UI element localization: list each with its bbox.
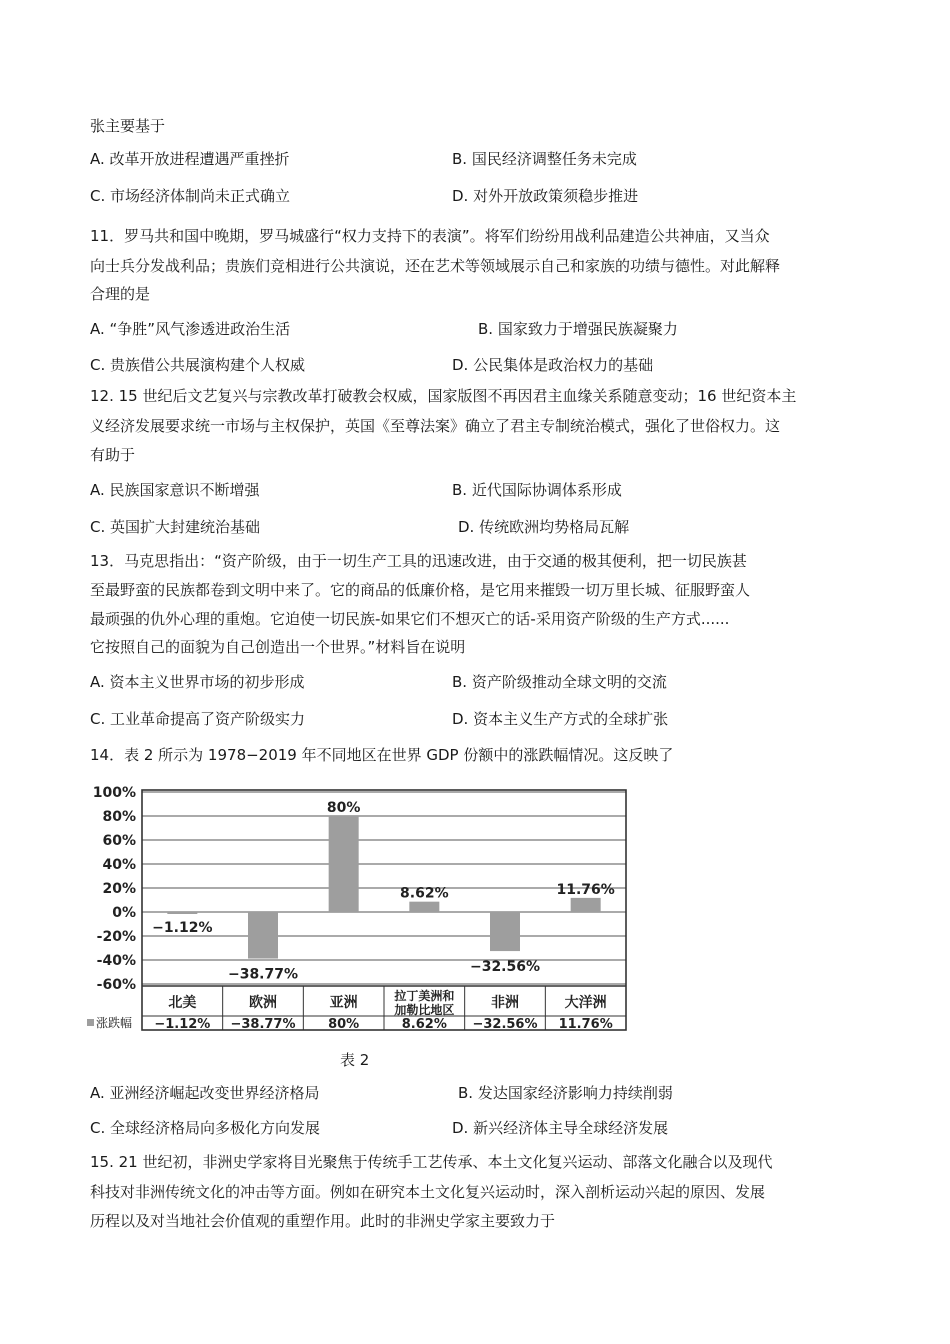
bar (167, 912, 197, 914)
q14-option-b[interactable]: B. 发达国家经济影响力持续削弱 (458, 1084, 673, 1102)
category-label: 亚洲 (329, 995, 358, 1011)
bar (490, 912, 520, 951)
data-label: 8.62% (400, 885, 449, 902)
bar (329, 816, 359, 912)
q11-stem-line-2: 向士兵分发战利品；贵族们竞相进行公共演说，还在艺术等领域展示自己和家族的功绩与德性。对此解释 (90, 257, 781, 275)
q10-option-b[interactable]: B. 国民经济调整任务未完成 (452, 150, 637, 168)
category-label: 欧洲 (249, 995, 277, 1011)
bar (571, 898, 601, 912)
legend-swatch (87, 1019, 94, 1026)
q12-stem-line-2: 义经济发展要求统一市场与主权保护，英国《至尊法案》确立了君主专制统治模式，强化了世俗权力。这 (90, 417, 781, 435)
data-label: 80% (326, 800, 361, 816)
q13-option-b[interactable]: B. 资产阶级推动全球文明的交流 (452, 673, 667, 691)
gdp-share-chart (86, 778, 630, 1034)
q14-stem: 14．表 2 所示为 1978−2019 年不同地区在世界 GDP 份额中的涨跌幅情况。这反映了 (90, 746, 674, 764)
y-tick-label: -20% (96, 929, 136, 945)
q10-option-d[interactable]: D. 对外开放政策须稳步推进 (452, 187, 639, 205)
q14-option-d[interactable]: D. 新兴经济体主导全球经济发展 (452, 1119, 669, 1137)
q11-option-a[interactable]: A. “争胜”风气渗透进政治生活 (90, 320, 291, 338)
legend-label: 涨跌幅 (96, 1016, 133, 1030)
table-value: −32.56% (472, 1017, 538, 1032)
table-value: 11.76% (558, 1017, 613, 1032)
category-label-line: 拉丁美洲和 (394, 989, 455, 1003)
q12-stem-line-3: 有助于 (90, 446, 136, 464)
data-label: −32.56% (469, 959, 541, 976)
y-tick-label: 80% (102, 809, 136, 825)
y-tick-label: 20% (102, 881, 136, 897)
q14-option-c[interactable]: C. 全球经济格局向多极化方向发展 (90, 1119, 321, 1137)
q13-stem-line-3: 最顽强的仇外心理的重炮。它迫使一切民族-如果它们不想灭亡的话-采用资产阶级的生产方式...... (90, 610, 730, 628)
category-label: 大洋洲 (564, 995, 607, 1011)
q15-stem-line-2: 科技对非洲传统文化的冲击等方面。例如在研究本土文化复兴运动时，深入剖析运动兴起的原因、发展 (90, 1183, 766, 1201)
q10-option-c[interactable]: C. 市场经济体制尚未正式确立 (90, 187, 291, 205)
q13-stem-line-1: 13．马克思指出：“资产阶级，由于一切生产工具的迅速改进，由于交通的极其便利，把一切民族甚 (90, 552, 747, 570)
q13-option-c[interactable]: C. 工业革命提高了资产阶级实力 (90, 710, 306, 728)
q13-stem-line-4: 它按照自己的面貌为自己创造出一个世界。”材料旨在说明 (90, 638, 466, 656)
q12-option-c[interactable]: C. 英国扩大封建统治基础 (90, 518, 261, 536)
q13-option-d[interactable]: D. 资本主义生产方式的全球扩张 (452, 710, 669, 728)
y-tick-label: 100% (92, 785, 136, 801)
table-value: 8.62% (401, 1017, 447, 1032)
bar (409, 902, 439, 912)
data-label: −1.12% (152, 920, 213, 936)
bar (248, 912, 278, 959)
q10-option-a[interactable]: A. 改革开放进程遭遇严重挫折 (90, 150, 290, 168)
q14-option-a[interactable]: A. 亚洲经济崛起改变世界经济格局 (90, 1084, 320, 1102)
q15-stem-line-1: 15. 21 世纪初，非洲史学家将目光聚焦于传统手工艺传承、本土文化复兴运动、部落文化融合以及现代 (90, 1153, 773, 1171)
category-label-line: 加勒比地区 (394, 1003, 455, 1017)
q14-table-caption: 表 2 (340, 1051, 370, 1069)
table-value: −38.77% (230, 1017, 296, 1032)
category-label: 非洲 (491, 995, 519, 1011)
q12-stem-line-1: 12. 15 世纪后文艺复兴与宗教改革打破教会权威，国家版图不再因君主血缘关系随意变动；16 世纪资本主 (90, 387, 797, 405)
table-value: −1.12% (154, 1017, 211, 1032)
q11-option-d[interactable]: D. 公民集体是政治权力的基础 (452, 356, 654, 374)
q11-stem-line-1: 11．罗马共和国中晚期，罗马城盛行“权力支持下的表演”。将军们纷纷用战利品建造公共神庙，又当众 (90, 227, 770, 245)
data-label: −38.77% (227, 966, 299, 983)
y-tick-label: 60% (102, 833, 136, 849)
q13-option-a[interactable]: A. 资本主义世界市场的初步形成 (90, 673, 305, 691)
q12-option-d[interactable]: D. 传统欧洲均势格局瓦解 (458, 518, 630, 536)
q11-option-b[interactable]: B. 国家致力于增强民族凝聚力 (478, 320, 678, 338)
y-tick-label: -60% (96, 977, 136, 993)
y-tick-label: -40% (96, 953, 136, 969)
q13-stem-line-2: 至最野蛮的民族都卷到文明中来了。它的商品的低廉价格，是它用来摧毁一切万里长城、征服野蛮人 (90, 581, 751, 599)
q11-stem-line-3: 合理的是 (90, 285, 151, 303)
q12-option-b[interactable]: B. 近代国际协调体系形成 (452, 481, 622, 499)
y-tick-label: 0% (112, 905, 136, 921)
q10-stem-tail: 张主要基于 (90, 117, 166, 135)
table-value: 80% (328, 1017, 360, 1032)
q12-option-a[interactable]: A. 民族国家意识不断增强 (90, 481, 260, 499)
q11-option-c[interactable]: C. 贵族借公共展演构建个人权威 (90, 356, 306, 374)
y-tick-label: 40% (102, 857, 136, 873)
category-label: 北美 (168, 995, 197, 1011)
data-label: 11.76% (556, 881, 615, 898)
q15-stem-line-3: 历程以及对当地社会价值观的重塑作用。此时的非洲史学家主要致力于 (90, 1212, 556, 1230)
